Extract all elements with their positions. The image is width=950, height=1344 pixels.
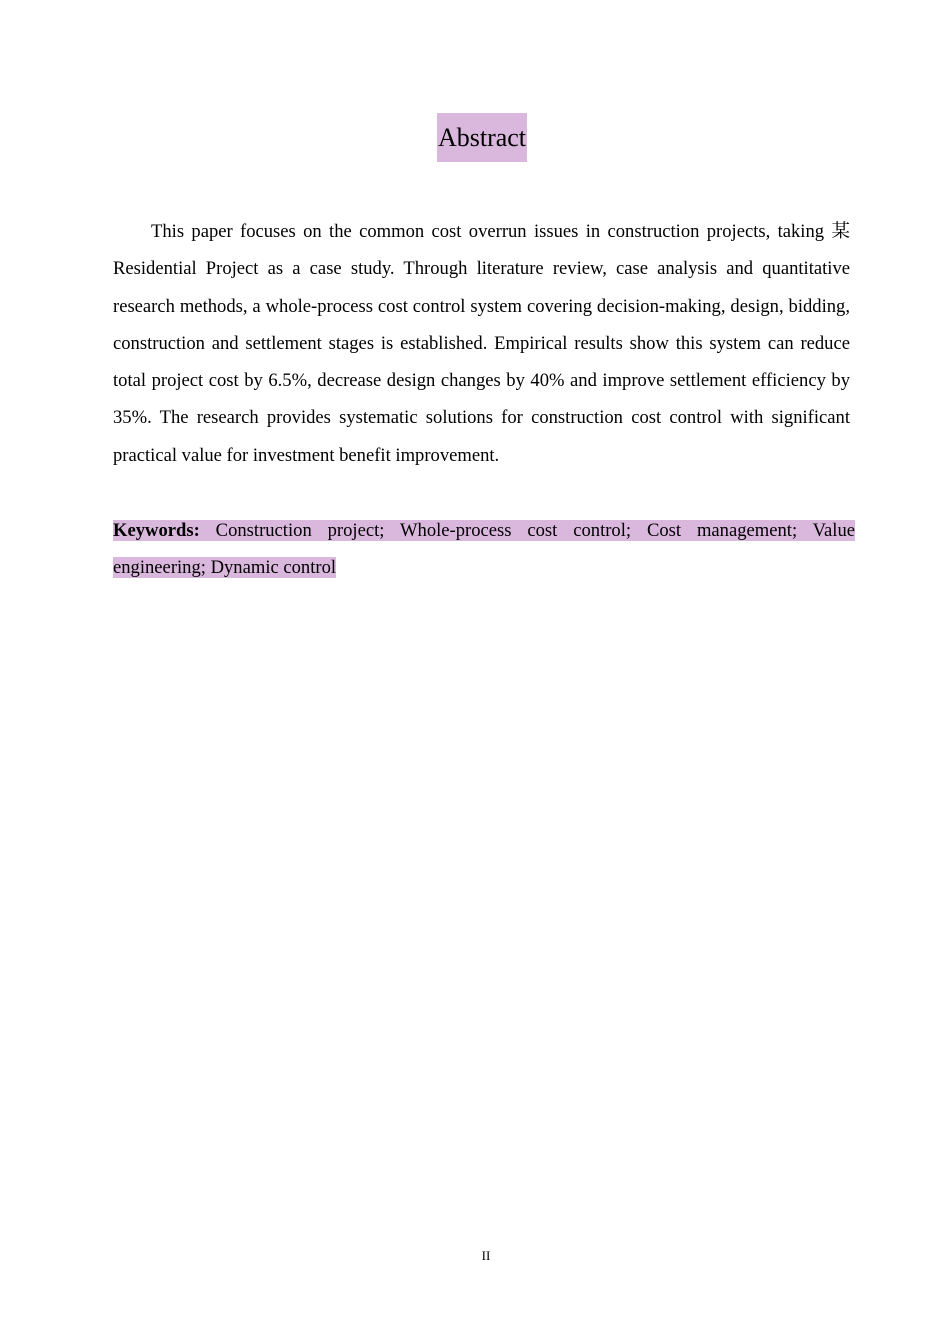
keywords-line	[113, 512, 855, 587]
title-container	[0, 113, 950, 162]
abstract-paragraph: This paper focuses on the common cost overrun issues in construction projects, taking 某 Residential Project as a case study. Through literature review, case analysis and quantitative research methods, a whole-process cost control system covering decision-making, design, bidding, construction and settlement stages is established. Empirical results show this system can reduce total project cost by 6.5%, decrease design changes by 40% and improve settlement efficiency by 35%. The research provides systematic solutions for construction cost control with significant practical value for investment benefit improvement.	[113, 221, 850, 466]
keywords-highlight	[113, 520, 855, 578]
page-number: II	[481, 1248, 491, 1263]
page-footer	[0, 1246, 950, 1266]
keywords-text: Construction project; Whole-process cost control; Cost management; Value engineering; Dynamic control	[113, 520, 855, 579]
page-title: Abstract	[437, 113, 527, 162]
keywords-label: Keywords:	[113, 520, 200, 541]
